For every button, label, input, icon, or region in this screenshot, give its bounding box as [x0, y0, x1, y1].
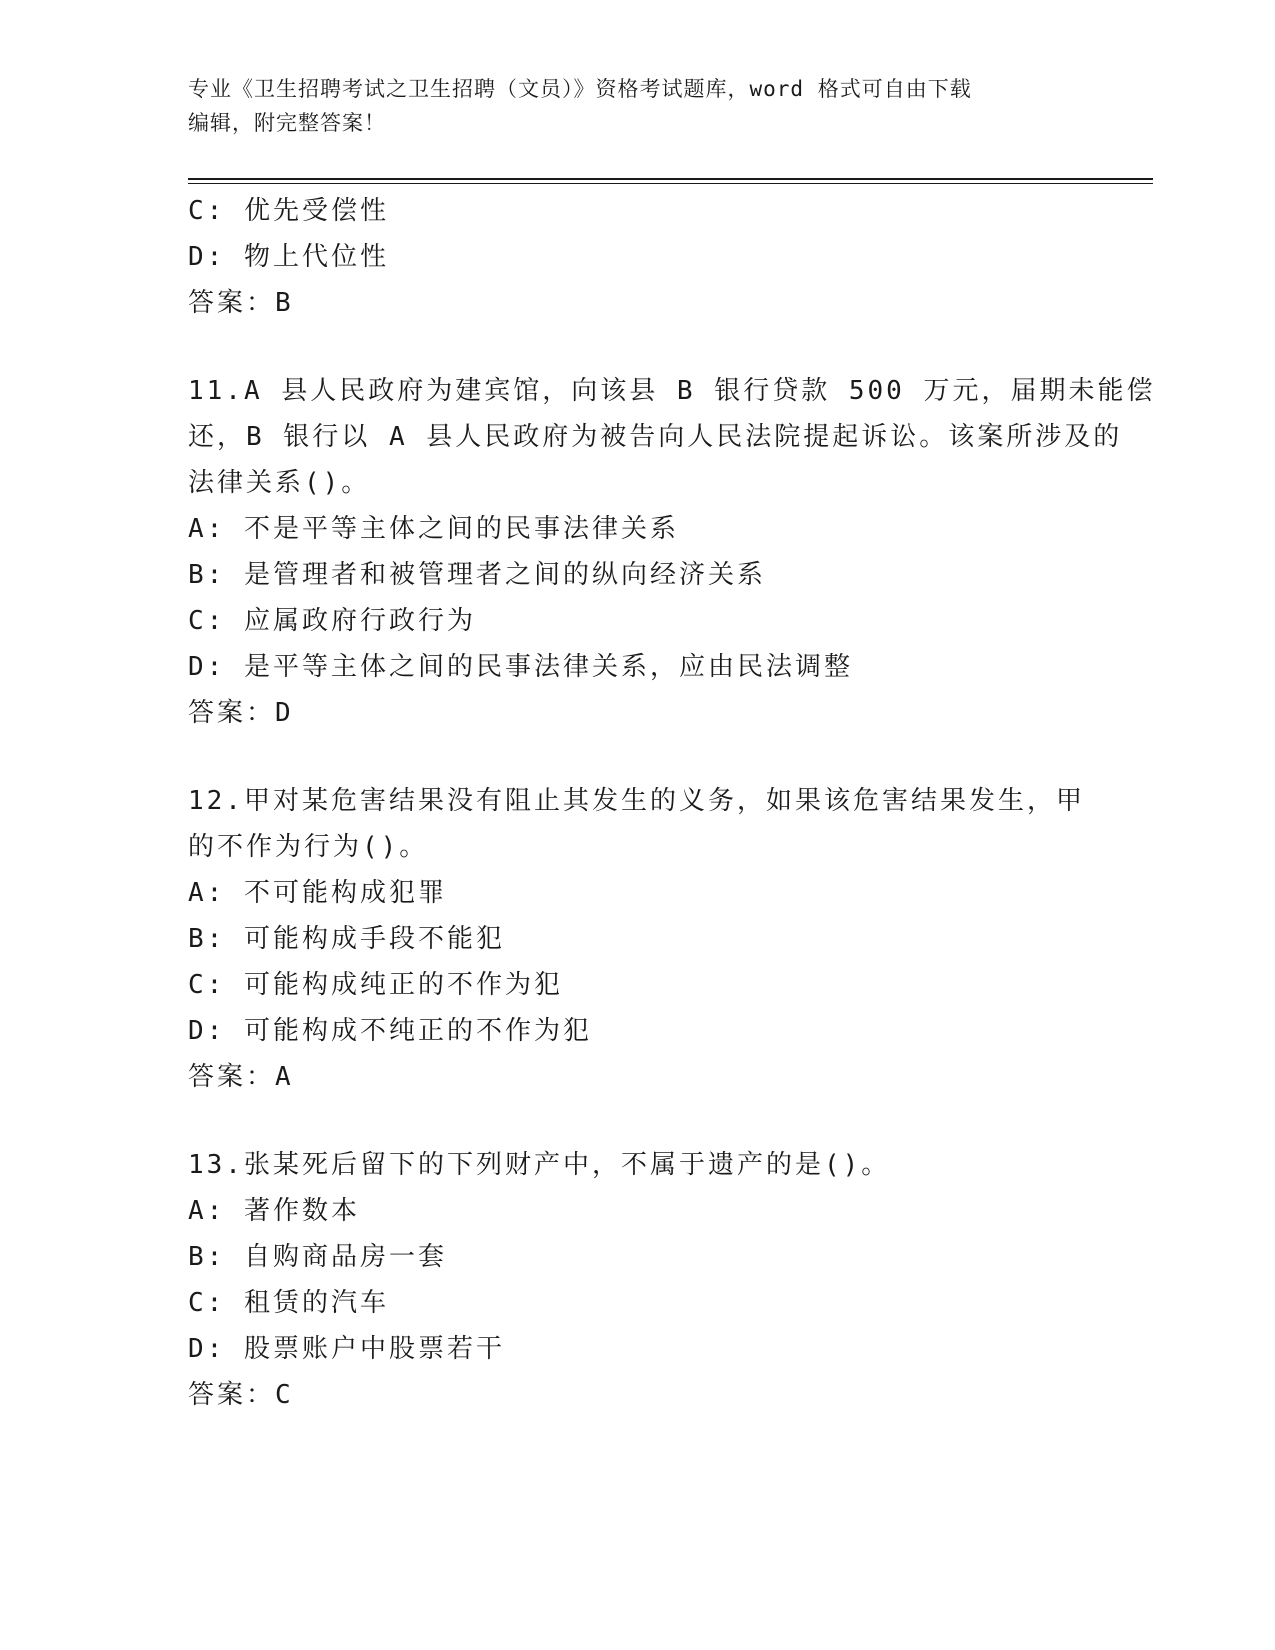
option-d	[188, 1326, 1088, 1372]
answer-value: C	[275, 1380, 291, 1410]
option-b	[188, 1234, 1088, 1280]
option-c	[188, 598, 1088, 644]
option-key: B:	[188, 924, 226, 954]
question-11	[188, 368, 1156, 736]
question-stem-line: 法律关系()。	[188, 468, 371, 498]
option-key: D:	[188, 242, 226, 272]
question-list	[188, 188, 1156, 1418]
answer-line	[188, 280, 1088, 326]
option-text: 自购商品房一套	[243, 1242, 447, 1272]
option-text: 可能构成不纯正的不作为犯	[243, 1016, 592, 1046]
option-text: 物上代位性	[243, 242, 389, 272]
answer-line	[188, 690, 1088, 736]
answer-line	[188, 1054, 1088, 1100]
question-stem-line: 的不作为行为()。	[188, 832, 429, 862]
question-stem-line: 11.A 县人民政府为建宾馆，向该县 B 银行贷款 500 万元，届期未能偿	[188, 376, 1156, 406]
option-text: 是平等主体之间的民事法律关系，应由民法调整	[243, 652, 853, 682]
option-b	[188, 916, 1088, 962]
option-text: 著作数本	[243, 1196, 360, 1226]
option-text: 不是平等主体之间的民事法律关系	[243, 514, 679, 544]
question-stem-line: 13.张某死后留下的下列财产中，不属于遗产的是()。	[188, 1150, 891, 1180]
option-text: 股票账户中股票若干	[243, 1334, 505, 1364]
question-12	[188, 778, 1088, 1100]
header-line: 编辑，附完整答案！	[188, 111, 386, 135]
option-b	[188, 552, 1088, 598]
answer-value: A	[275, 1062, 291, 1092]
answer-line	[188, 1372, 1088, 1418]
option-text: 应属政府行政行为	[243, 606, 476, 636]
option-a	[188, 506, 1088, 552]
option-a	[188, 870, 1088, 916]
header-divider	[188, 183, 1153, 184]
option-key: D:	[188, 1016, 226, 1046]
answer-label: 答案：	[188, 1062, 276, 1092]
option-d	[188, 234, 1088, 280]
option-key: A:	[188, 1196, 226, 1226]
option-key: D:	[188, 1334, 226, 1364]
option-key: A:	[188, 514, 226, 544]
header-line: 专业《卫生招聘考试之卫生招聘（文员）》资格考试题库，word 格式可自由下载	[188, 77, 972, 101]
option-text: 可能构成手段不能犯	[243, 924, 505, 954]
question-stem-line: 12.甲对某危害结果没有阻止其发生的义务，如果该危害结果发生，甲	[188, 786, 1085, 816]
option-key: C:	[188, 1288, 226, 1318]
option-c	[188, 188, 1088, 234]
option-c	[188, 1280, 1088, 1326]
option-key: A:	[188, 878, 226, 908]
option-text: 优先受偿性	[243, 196, 389, 226]
answer-value: B	[275, 288, 291, 318]
option-text: 租赁的汽车	[243, 1288, 389, 1318]
answer-value: D	[275, 698, 291, 728]
answer-label: 答案：	[188, 1380, 276, 1410]
answer-label: 答案：	[188, 288, 276, 318]
question-stem-line: 还，B 银行以 A 县人民政府为被告向人民法院提起诉讼。该案所涉及的	[188, 422, 1123, 452]
option-text: 不可能构成犯罪	[243, 878, 447, 908]
option-text: 可能构成纯正的不作为犯	[243, 970, 563, 1000]
option-d	[188, 1008, 1088, 1054]
option-key: C:	[188, 970, 226, 1000]
document-header	[188, 72, 1078, 140]
option-c	[188, 962, 1088, 1008]
option-key: C:	[188, 196, 226, 226]
question-13	[188, 1142, 1088, 1418]
option-key: B:	[188, 560, 226, 590]
option-a	[188, 1188, 1088, 1234]
option-key: C:	[188, 606, 226, 636]
header-divider	[188, 178, 1153, 180]
option-key: D:	[188, 652, 226, 682]
option-d	[188, 644, 1088, 690]
option-key: B:	[188, 1242, 226, 1272]
answer-label: 答案：	[188, 698, 276, 728]
question-continuation	[188, 188, 1088, 326]
option-text: 是管理者和被管理者之间的纵向经济关系	[243, 560, 766, 590]
